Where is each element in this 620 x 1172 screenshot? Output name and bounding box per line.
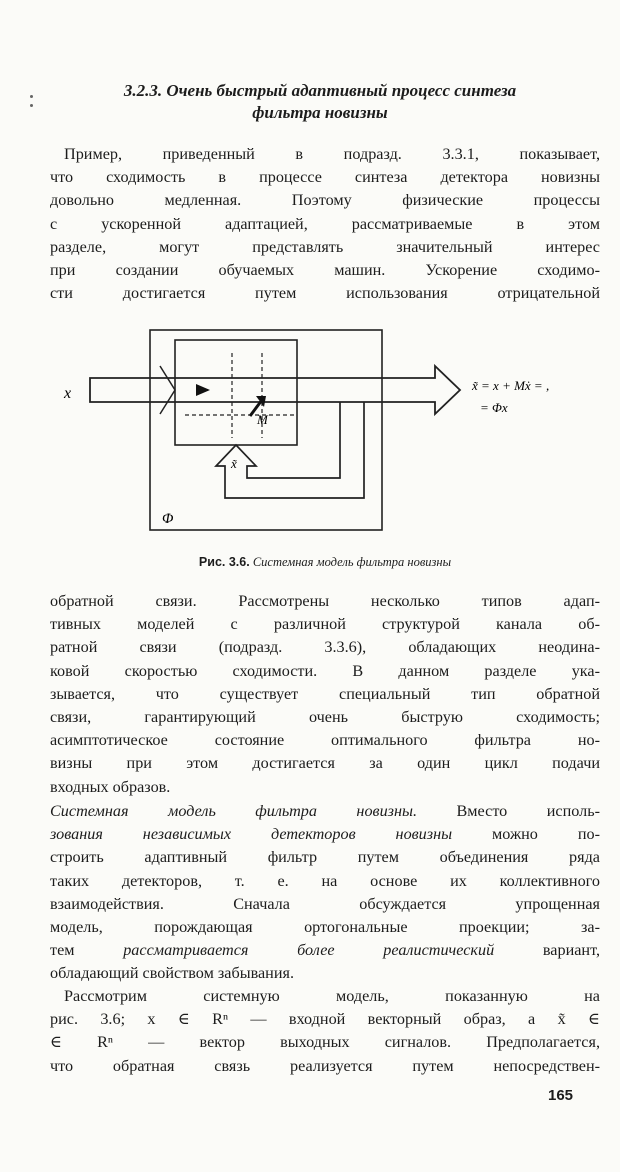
text-line: асимптотическое состояние оптимального фильтра но- [50, 731, 600, 750]
text-line: ∈ Rⁿ — вектор выходных сигналов. Предполагается, [50, 1033, 600, 1052]
text-line: Пример, приведенный в подразд. 3.3.1, показывает, [64, 145, 600, 163]
matrix-label: M [257, 412, 268, 427]
text-line: разделе, могут представлять значительный интерес [50, 237, 600, 256]
section-heading [40, 80, 600, 124]
text-run-italic: зования независимых детекторов новизны [50, 825, 453, 844]
output-label: x̃ = x + Mẋ = , [472, 378, 550, 393]
feedback-label: x̃ [231, 456, 237, 471]
text-line: с ускоренной адаптацией, рассматриваемые в этом [50, 214, 600, 233]
page-number: 165 [548, 1087, 574, 1104]
text-line: связи, гарантирующий очень быструю сходимость; [50, 708, 600, 727]
system-box [150, 330, 382, 530]
text-line: таких детекторов, т. е. на основе их коллективного [50, 871, 600, 890]
figure-caption [50, 555, 600, 570]
system-label: Φ [162, 511, 174, 527]
text-line: входных образов. [50, 777, 171, 796]
text-run: можно по- [452, 825, 600, 844]
input-label: x [64, 385, 72, 402]
section-heading-line-1: 3.2.3. Очень быстрый адаптивный процесс синтеза [123, 81, 517, 100]
text-line: визны при этом достигается за один цикл подачи [50, 754, 600, 773]
feedback-loop [216, 402, 364, 498]
text-line: сти достигается путем использования отрицательной [50, 284, 600, 303]
paragraph-3 [50, 800, 600, 986]
margin-dot [30, 104, 33, 107]
text-line: зывается, что существует специальный тип обратной [50, 684, 600, 703]
text-line [50, 800, 600, 823]
text-line: ковой скоростью сходимости. В данном разделе ука- [50, 661, 600, 680]
input-arrowhead [160, 366, 175, 414]
text-line: строить адаптивный фильтр путем объединения ряда [50, 848, 600, 867]
signal-arrow [90, 366, 460, 414]
text-run-italic: рассматривается более реалистический [123, 941, 495, 960]
text-line: ратной связи (подразд. 3.3.6), обладающих неодина- [50, 638, 600, 657]
text-line: обратной связи. Рассмотрены несколько типов адап- [50, 592, 600, 610]
text-line: взаимодействия. Сначала обсуждается упрощенная [50, 894, 600, 913]
run-in-heading: Системная модель фильтра новизны. [50, 802, 418, 820]
text-run: вариант, [494, 941, 600, 960]
figure-number: Рис. 3.6. [198, 555, 250, 569]
text-line: рис. 3.6; x ∈ Rⁿ — входной векторный образ, а x̃ ∈ [50, 1010, 600, 1029]
text-line: при создании обучаемых машин. Ускорение сходимо- [50, 261, 600, 280]
paragraph-1 [50, 143, 600, 305]
matrix-box [175, 340, 297, 445]
text-line: тивных моделей с различной структурой канала об- [50, 615, 600, 634]
text-line: Рассмотрим системную модель, показанную на [64, 987, 600, 1005]
text-line [50, 939, 600, 962]
text-line [50, 823, 600, 846]
text-run: Вместо исполь- [417, 802, 600, 820]
text-run: тем [50, 941, 124, 960]
text-line: обладающий свойством забывания. [50, 964, 295, 983]
text-line: что обратная связь реализуется путем непосредствен- [50, 1056, 600, 1075]
text-line: модель, порождающая ортогональные проекции; за- [50, 918, 600, 937]
text-line: довольно медленная. Поэтому физические процессы [50, 191, 600, 210]
margin-dot [30, 95, 33, 98]
paragraph-4 [50, 985, 600, 1078]
text-line: что сходимость в процессе синтеза детектора новизны [50, 168, 600, 187]
figure-system-model [50, 318, 600, 553]
section-heading-line-2: фильтра новизны [252, 103, 388, 122]
paragraph-2 [50, 590, 600, 799]
output-label-2: = Φx [480, 400, 508, 415]
figure-title: Системная модель фильтра новизны [252, 555, 452, 569]
